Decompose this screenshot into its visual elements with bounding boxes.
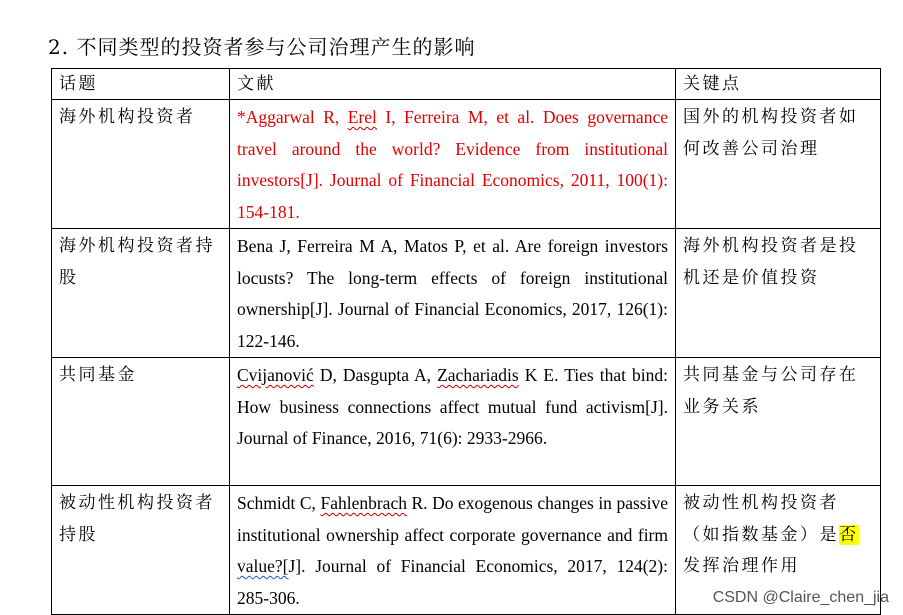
table-row (52, 358, 881, 486)
spellcheck-word[interactable]: Fahlenbrach (320, 493, 407, 513)
reference-cell: Schmidt C, Fahlenbrach R. Do exogenous changes in passive institutional ownership affect corporate governance and firm value?[J]. Journal of Financial Economics, 2017, 124(2): 285-306. (230, 486, 676, 615)
keypoint-cell: 共同基金与公司存在业务关系 (676, 358, 881, 486)
section-heading: 2. 不同类型的投资者参与公司治理产生的影响 (48, 35, 476, 59)
topic-cell: 被动性机构投资者持股 (52, 486, 230, 615)
spellcheck-word[interactable]: Zachariadis (437, 365, 519, 385)
watermark: CSDN @Claire_chen_jia (712, 589, 889, 606)
keypoint-cell: 国外的机构投资者如何改善公司治理 (676, 100, 881, 229)
spellcheck-word[interactable]: Cvijanović (237, 365, 314, 385)
highlighted-text: 否 (839, 524, 859, 545)
table-header-row (52, 69, 881, 100)
topic-cell: 海外机构投资者 (52, 100, 230, 229)
spellcheck-word[interactable]: Erel (347, 107, 377, 127)
reference-cell: Bena J, Ferreira M A, Matos P, et al. Are foreign investors locusts? The long-term effects of foreign institutional ownership[J]. Journal of Financial Economics, 2017, 126(1): 122-146. (230, 229, 676, 358)
table-row (52, 100, 881, 229)
keypoint-cell: 海外机构投资者是投机还是价值投资 (676, 229, 881, 358)
grammar-check-word[interactable]: value?[ (237, 556, 289, 576)
topic-cell: 海外机构投资者持股 (52, 229, 230, 358)
topic-cell: 共同基金 (52, 358, 230, 486)
keypoint-cell: 被动性机构投资者（如指数基金）是否发挥治理作用 (676, 486, 881, 615)
header-literature: 文献 (230, 69, 676, 100)
table-row (52, 229, 881, 358)
reference-cell: Cvijanović D, Dasgupta A, Zachariadis K E. Ties that bind: How business connections affect mutual fund activism[J]. Journal of Finance, 2016, 71(6): 2933-2966. (230, 358, 676, 486)
reference-cell: *Aggarwal R, Erel I, Ferreira M, et al. Does governance travel around the world? Evidence from institutional investors[J]. Journal of Financial Economics, 2011, 100(1): 154-181. (230, 100, 676, 229)
header-topic: 话题 (52, 69, 230, 100)
literature-table (51, 68, 881, 615)
header-keypoint: 关键点 (676, 69, 881, 100)
